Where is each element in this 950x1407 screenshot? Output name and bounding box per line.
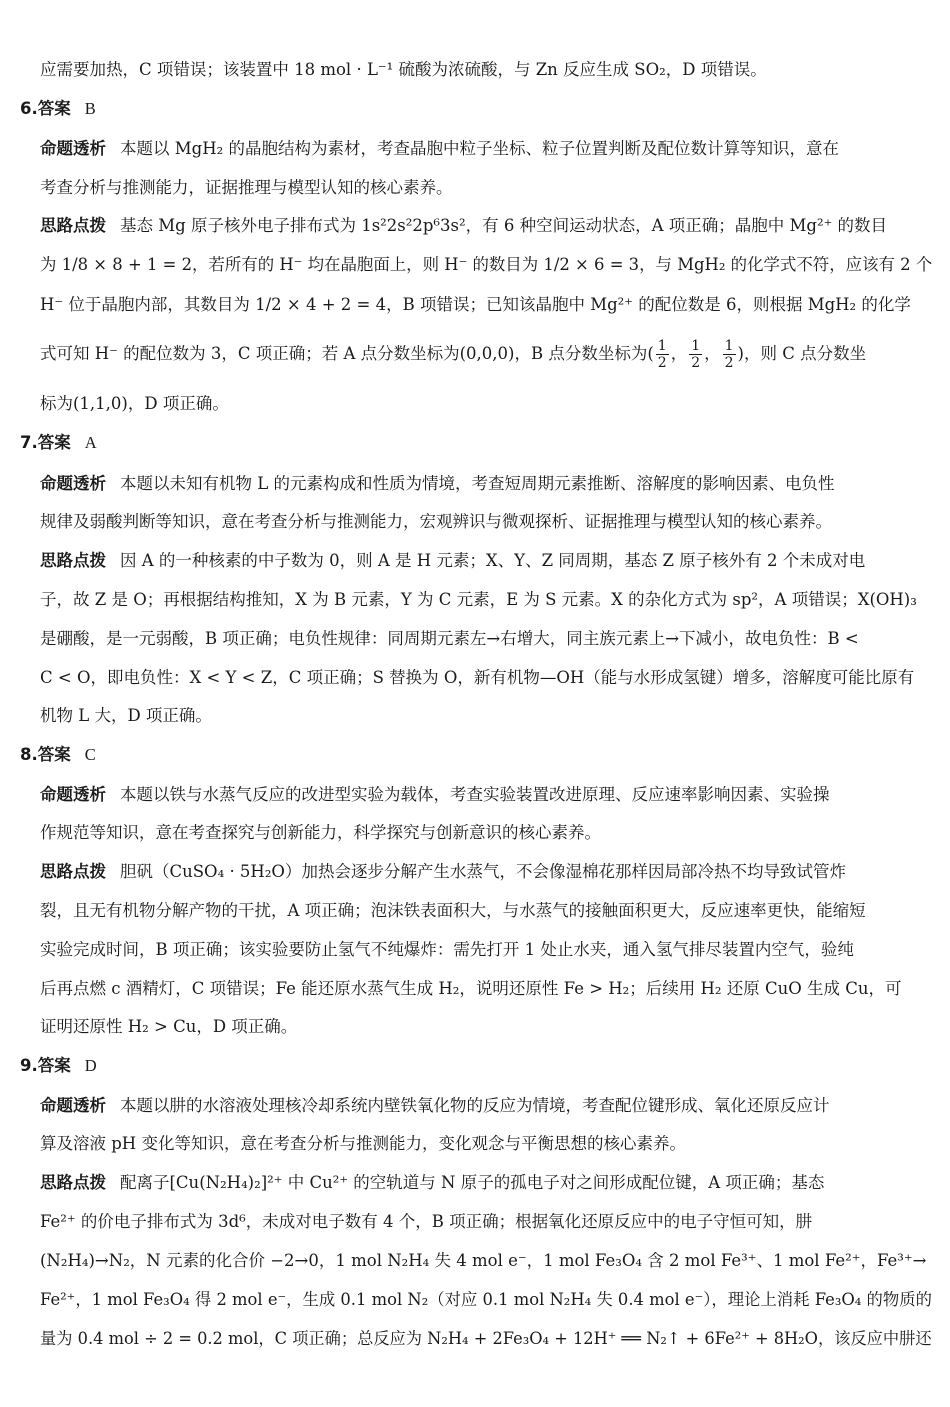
- q7-answer-label: 答案: [37, 433, 71, 452]
- q9-solution-label: 思路点拨: [40, 1173, 106, 1192]
- q9-answer-line: [20, 1058, 97, 1075]
- fraction-half-3: $\frac{1}{2}$: [724, 338, 734, 372]
- q7-intent-line-1: [40, 476, 834, 493]
- q6-intent-line-1: [40, 141, 839, 158]
- fraction-half-2: $\frac{1}{2}$: [691, 338, 701, 372]
- q8-intent-line-2: 作规范等知识，意在考查探究与创新能力，科学探究与创新意识的核心素养。: [40, 823, 601, 842]
- q8-solution-line-1: [40, 864, 846, 881]
- q6-solution-text-4b: )，则 C 点分数坐: [737, 344, 867, 364]
- q8-answer-line: [20, 747, 96, 764]
- q8-intent-label: 命题透析: [40, 785, 106, 804]
- q8-solution-text-1: 胆矾（CuSO₄ · 5H₂O）加热会逐步分解产生水蒸气，不会像湿棉花那样因局部冷热不均导致试管炸: [120, 862, 846, 881]
- q8-solution-line-3: 实验完成时间，B 项正确；该实验要防止氢气不纯爆炸：需先打开 1 处止水夹，通入氢气排尽装置内空气，验纯: [40, 940, 854, 959]
- q8-answer-label: 答案: [37, 745, 71, 764]
- q7-number: 7.: [20, 433, 38, 452]
- q7-answer-line: [20, 435, 97, 452]
- q6-solution-line-5: 标为(1,1,0)，D 项正确。: [40, 394, 229, 413]
- fraction-half-1: $\frac{1}{2}$: [657, 338, 667, 372]
- q7-solution-line-1: [40, 553, 865, 570]
- q6-intent-label: 命题透析: [40, 139, 106, 158]
- q9-solution-line-2: Fe²⁺ 的价电子排布式为 3d⁶，未成对电子数有 4 个，B 项正确；根据氧化还原反应中的电子守恒可知，肼: [40, 1212, 813, 1231]
- q6-solution-text-4a: 式可知 H⁻ 的配位数为 3，C 项正确；若 A 点分数坐标为(0,0,0)，B 点分数坐标为(: [40, 344, 654, 364]
- q9-solution-line-3: (N₂H₄)→N₂，N 元素的化合价 −2→0，1 mol N₂H₄ 失 4 mol e⁻，1 mol Fe₃O₄ 含 2 mol Fe³⁺、1 mol Fe²⁺，Fe³⁺→: [40, 1251, 927, 1270]
- q7-solution-label: 思路点拨: [40, 551, 106, 570]
- q7-intent-label: 命题透析: [40, 474, 106, 493]
- q6-solution-line-1: [40, 218, 887, 235]
- q7-solution-line-2: 子，故 Z 是 O；再根据结构推知，X 为 B 元素，Y 为 C 元素，E 为 S 元素。X 的杂化方式为 sp²，A 项错误；X(OH)₃: [40, 590, 917, 609]
- q7-intent-text-1: 本题以未知有机物 L 的元素构成和性质为情境，考查短周期元素推断、溶解度的影响因素、电负性: [120, 474, 835, 493]
- q9-number: 9.: [20, 1056, 38, 1075]
- q6-number: 6.: [20, 99, 38, 118]
- q9-intent-text-1: 本题以肼的水溶液处理核冷却系统内壁铁氧化物的反应为情境，考查配位键形成、氧化还原反应计: [120, 1096, 830, 1115]
- q6-answer-value: B: [84, 99, 96, 118]
- q6-solution-label: 思路点拨: [40, 216, 106, 235]
- q6-answer-line: [20, 101, 96, 118]
- q6-solution-text-1: 基态 Mg 原子核外电子排布式为 1s²2s²2p⁶3s²，有 6 种空间运动状态，A 项正确；晶胞中 Mg²⁺ 的数目: [120, 216, 888, 235]
- q8-intent-line-1: [40, 787, 830, 804]
- q8-solution-line-4: 后再点燃 c 酒精灯，C 项错误；Fe 能还原水蒸气生成 H₂，说明还原性 Fe > H₂；后续用 H₂ 还原 CuO 生成 Cu，可: [40, 979, 902, 998]
- q9-answer-value: D: [84, 1056, 97, 1075]
- q9-solution-line-5: 量为 0.4 mol ÷ 2 = 0.2 mol，C 项正确；总反应为 N₂H₄ + 2Fe₃O₄ + 12H⁺ ══ N₂↑ + 6Fe²⁺ + 8H₂O，该反应中肼还: [40, 1329, 932, 1348]
- q8-solution-line-5: 证明还原性 H₂ > Cu，D 项正确。: [40, 1017, 298, 1036]
- q9-intent-line-2: 算及溶液 pH 变化等知识，意在考查分析与推测能力，变化观念与平衡思想的核心素养。: [40, 1134, 686, 1153]
- q6-solution-line-3: H⁻ 位于晶胞内部，其数目为 1/2 × 4 + 2 = 4，B 项错误；已知该晶胞中 Mg²⁺ 的配位数是 6，则根据 MgH₂ 的化学: [40, 295, 911, 314]
- continuation-line: 应需要加热，C 项错误；该装置中 18 mol · L⁻¹ 硫酸为浓硫酸，与 Zn 反应生成 SO₂，D 项错误。: [40, 60, 767, 79]
- q8-solution-line-2: 裂，且无有机物分解产物的干扰，A 项正确；泡沫铁表面积大，与水蒸气的接触面积更大，反应速率更快，能缩短: [40, 901, 866, 920]
- q9-solution-text-1: 配离子[Cu(N₂H₄)₂]²⁺ 中 Cu²⁺ 的空轨道与 N 原子的孤电子对之间形成配位键，A 项正确；基态: [120, 1173, 825, 1192]
- q8-intent-text-1: 本题以铁与水蒸气反应的改进型实验为载体，考查实验装置改进原理、反应速率影响因素、实验操: [120, 785, 830, 804]
- q6-intent-line-2: 考查分析与推测能力，证据推理与模型认知的核心素养。: [40, 178, 453, 197]
- q7-solution-line-4: C < O，即电负性：X < Y < Z，C 项正确；S 替换为 O，新有机物—OH（能与水形成氢键）增多，溶解度可能比原有: [40, 668, 915, 687]
- q6-solution-line-2: 为 1/8 × 8 + 1 = 2，若所有的 H⁻ 均在晶胞面上，则 H⁻ 的数目为 1/2 × 6 = 3，与 MgH₂ 的化学式不符，应该有 2 个: [40, 255, 933, 274]
- q9-answer-label: 答案: [37, 1056, 71, 1075]
- q7-solution-line-5: 机物 L 大，D 项正确。: [40, 706, 212, 725]
- q7-intent-line-2: 规律及弱酸判断等知识，意在考查分析与推测能力，宏观辨识与微观探析、证据推理与模型认知的核心素养。: [40, 512, 832, 531]
- q7-answer-value: A: [84, 433, 97, 452]
- q8-solution-label: 思路点拨: [40, 862, 106, 881]
- q9-intent-label: 命题透析: [40, 1096, 106, 1115]
- q8-answer-value: C: [84, 745, 96, 764]
- q7-solution-text-1: 因 A 的一种核素的中子数为 0，则 A 是 H 元素；X、Y、Z 同周期，基态 Z 原子核外有 2 个未成对电: [120, 551, 866, 570]
- q6-answer-label: 答案: [37, 99, 71, 118]
- q6-solution-line-4: 式可知 H⁻ 的配位数为 3，C 项正确；若 A 点分数坐标为(0,0,0)，B 点分数坐标为( $\frac{1}{2}$ ， $\frac{1}{2}$ ， $\frac{1}{2}$ )，则 C 点分数坐: [40, 338, 867, 372]
- q9-solution-line-1: [40, 1175, 824, 1192]
- q9-solution-line-4: Fe²⁺，1 mol Fe₃O₄ 得 2 mol e⁻，生成 0.1 mol N₂（对应 0.1 mol N₂H₄ 失 0.4 mol e⁻），理论上消耗 Fe₃O₄ 的物质的: [40, 1290, 932, 1309]
- q6-intent-text-1: 本题以 MgH₂ 的晶胞结构为素材，考查晶胞中粒子坐标、粒子位置判断及配位数计算等知识，意在: [120, 139, 839, 158]
- q8-number: 8.: [20, 745, 38, 764]
- q9-intent-line-1: [40, 1098, 830, 1115]
- q7-solution-line-3: 是硼酸，是一元弱酸，B 项正确；电负性规律：同周期元素左→右增大，同主族元素上→下减小，故电负性：B <: [40, 629, 859, 648]
